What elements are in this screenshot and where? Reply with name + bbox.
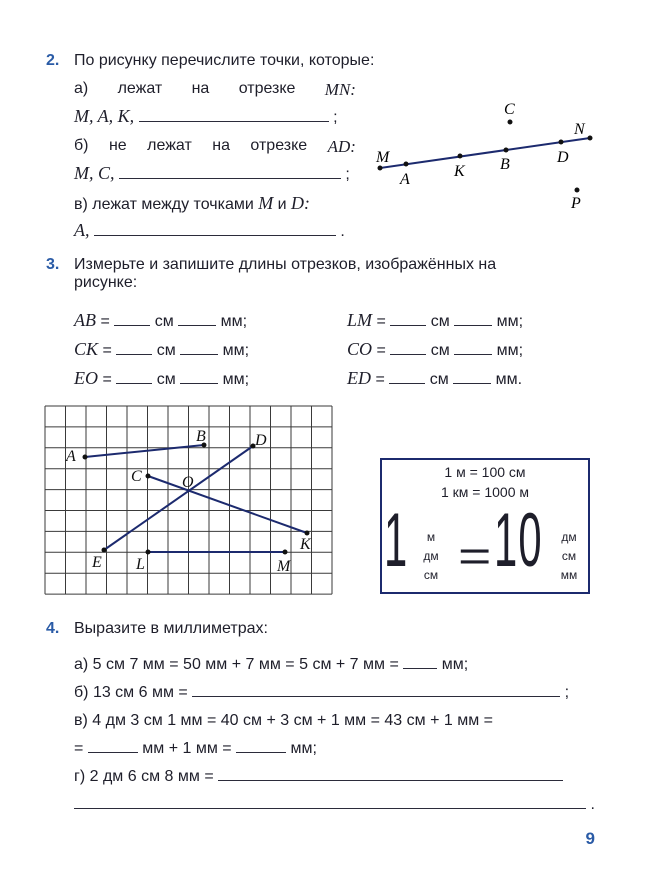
- label-c: C: [504, 101, 515, 118]
- task3-prompt-line1: Измерьте и запишите длины отрезков, изображённых на: [74, 256, 497, 273]
- left-units: [418, 528, 444, 585]
- right-units: [554, 528, 584, 585]
- equals: =: [375, 371, 385, 388]
- task4-d-line2: [74, 796, 595, 814]
- label-l: L: [136, 556, 145, 573]
- point-k-dot: [305, 531, 310, 536]
- label-p: P: [571, 195, 581, 212]
- point-m-dot: [283, 550, 288, 555]
- word: отрезке: [250, 137, 308, 154]
- label-o: O: [182, 474, 194, 491]
- word: лежат: [147, 137, 192, 154]
- word: на: [191, 80, 210, 97]
- point-c-dot: [508, 120, 513, 125]
- label-n: N: [574, 121, 585, 138]
- point-l-dot: [146, 550, 151, 555]
- task4-c-line2: [74, 740, 317, 758]
- equals: =: [74, 740, 84, 757]
- point-e-dot: [102, 548, 107, 553]
- segment-ck: [148, 476, 307, 533]
- expression-c2: мм + 1 мм =: [142, 740, 232, 757]
- point-k-dot: [458, 154, 463, 159]
- punct: ;: [564, 684, 570, 701]
- task2-a-question: [74, 80, 356, 100]
- task3-number: 3.: [46, 256, 60, 273]
- unit: м: [426, 530, 436, 544]
- unit-mm: мм;: [496, 342, 524, 359]
- label-e: E: [92, 554, 102, 571]
- answer-blank[interactable]: [74, 807, 586, 809]
- label-m: M: [376, 149, 390, 166]
- big-equals: =: [458, 532, 492, 581]
- unit-mm: мм;: [220, 313, 248, 330]
- measure-row-lm: [347, 310, 523, 331]
- punct: .: [590, 796, 595, 813]
- task2-c-answer-line: [74, 220, 345, 241]
- task4-d-line: [74, 768, 563, 786]
- word: отрезке: [238, 80, 296, 97]
- mm-blank[interactable]: [454, 353, 492, 355]
- unit: дм: [423, 549, 439, 563]
- answer-prefilled: A,: [74, 220, 90, 240]
- segment-label: EO: [74, 368, 98, 388]
- segment-label: ED: [347, 368, 371, 388]
- unit-cm: см: [430, 313, 450, 330]
- measure-row-eo: [74, 368, 249, 389]
- point-m: M: [258, 193, 274, 213]
- answer-blank[interactable]: [139, 120, 329, 122]
- answer-prefilled: M, C,: [74, 163, 115, 183]
- page-number: 9: [585, 829, 595, 848]
- expression-b: б) 13 см 6 мм =: [74, 684, 188, 701]
- unit-mm: мм;: [222, 342, 250, 359]
- label-k: K: [300, 536, 311, 553]
- answer-blank[interactable]: [119, 177, 341, 179]
- point-n-dot: [588, 136, 593, 141]
- word: на: [212, 137, 230, 154]
- answer-blank[interactable]: [236, 751, 286, 753]
- mm-blank[interactable]: [180, 353, 218, 355]
- measure-row-ed: [347, 368, 522, 389]
- segment-ab: [85, 445, 204, 457]
- label-c: C: [131, 468, 142, 485]
- cm-blank[interactable]: [389, 382, 425, 384]
- mm-blank[interactable]: [178, 324, 216, 326]
- cm-blank[interactable]: [390, 324, 426, 326]
- answer-blank[interactable]: [192, 695, 560, 697]
- answer-prefilled: M, A, K,: [74, 106, 135, 126]
- task2-c-question: [74, 193, 310, 214]
- task4-a-line: [74, 656, 468, 674]
- equals: =: [376, 342, 386, 359]
- label-a: а): [74, 80, 89, 97]
- point-p-dot: [575, 188, 580, 193]
- answer-blank[interactable]: [403, 667, 437, 669]
- cm-blank[interactable]: [116, 382, 152, 384]
- point-d: D:: [291, 193, 311, 213]
- unit: см: [423, 568, 439, 582]
- segment-label: AB: [74, 310, 96, 330]
- mm-blank[interactable]: [180, 382, 218, 384]
- task4-prompt: Выразите в миллиметрах:: [74, 620, 268, 637]
- label-b: B: [196, 428, 206, 445]
- equals: =: [100, 313, 110, 330]
- unit-cm: см: [430, 342, 450, 359]
- segment-mn: MN:: [324, 80, 356, 99]
- segment-label: CK: [74, 339, 99, 359]
- task2-b-answer-line: [74, 163, 350, 184]
- big-ten: 10: [494, 498, 543, 583]
- answer-blank[interactable]: [94, 234, 336, 236]
- measure-row-co: [347, 339, 523, 360]
- unit-cm: см: [429, 371, 449, 388]
- label-d: D: [255, 432, 267, 449]
- question-text: в) лежат между точками: [74, 196, 259, 213]
- segment-label: CO: [347, 339, 373, 359]
- label-d: D: [557, 149, 569, 166]
- task3-prompt-line2: рисунке:: [74, 274, 138, 291]
- unit-mm: мм;: [290, 740, 317, 757]
- answer-blank[interactable]: [88, 751, 138, 753]
- punct: .: [340, 223, 345, 240]
- unit-cm: см: [156, 371, 176, 388]
- label-k: K: [454, 163, 465, 180]
- task2-a-answer-line: [74, 106, 338, 127]
- label-b: B: [500, 156, 510, 173]
- unit: дм: [561, 530, 577, 544]
- expression-a: а) 5 см 7 мм = 50 мм + 7 мм = 5 см + 7 мм =: [74, 656, 399, 673]
- segment-ed: [104, 446, 253, 550]
- point-a-dot: [83, 455, 88, 460]
- conversion-km-m: 1 км = 1000 м: [440, 484, 530, 500]
- unit-cm: см: [156, 342, 176, 359]
- label-b: б): [74, 137, 89, 154]
- big-one: 1: [384, 498, 408, 583]
- unit: см: [561, 549, 577, 563]
- unit-cm: см: [154, 313, 174, 330]
- equals: =: [102, 371, 112, 388]
- unit-mm: мм;: [441, 656, 469, 673]
- measure-row-ab: [74, 310, 247, 331]
- equals: =: [376, 313, 386, 330]
- point-a-dot: [404, 162, 409, 167]
- label-a: A: [66, 448, 76, 465]
- task2-b-question: [74, 137, 356, 157]
- grid-figure: [44, 405, 340, 601]
- cm-blank[interactable]: [390, 353, 426, 355]
- unit-mm: мм;: [496, 313, 524, 330]
- point-d-dot: [559, 140, 564, 145]
- segment-label: LM: [347, 310, 373, 330]
- task2-number: 2.: [46, 52, 60, 69]
- unit-mm: мм;: [222, 371, 250, 388]
- measure-row-ck: [74, 339, 249, 360]
- task4-number: 4.: [46, 620, 60, 637]
- unit: мм: [560, 568, 578, 582]
- cm-blank[interactable]: [116, 353, 152, 355]
- word: не: [108, 137, 127, 154]
- conversion-m-cm: 1 м = 100 см: [444, 464, 526, 480]
- point-b-dot: [504, 148, 509, 153]
- point-c-dot: [146, 474, 151, 479]
- point-m-dot: [378, 166, 383, 171]
- task2-figure: [368, 96, 608, 216]
- segment-ad: AD:: [327, 137, 356, 156]
- punct: ;: [345, 166, 350, 183]
- task4-b-line: [74, 684, 569, 702]
- word: и: [273, 196, 292, 213]
- equals: =: [102, 342, 112, 359]
- label-a: A: [400, 171, 410, 188]
- expression-c: в) 4 дм 3 см 1 мм = 40 см + 3 см + 1 мм = 43 см + 1 мм =: [74, 712, 494, 729]
- mm-blank[interactable]: [453, 382, 491, 384]
- unit-reference-box: [380, 458, 590, 594]
- task4-c-line: [74, 712, 493, 730]
- mm-blank[interactable]: [454, 324, 492, 326]
- task2-prompt: По рисунку перечислите точки, которые:: [74, 52, 375, 69]
- punct: ;: [333, 109, 338, 126]
- unit-mm: мм.: [495, 371, 523, 388]
- label-m: M: [277, 558, 291, 575]
- answer-blank[interactable]: [218, 779, 563, 781]
- word: лежат: [117, 80, 163, 97]
- expression-d: г) 2 дм 6 см 8 мм =: [74, 768, 214, 785]
- cm-blank[interactable]: [114, 324, 150, 326]
